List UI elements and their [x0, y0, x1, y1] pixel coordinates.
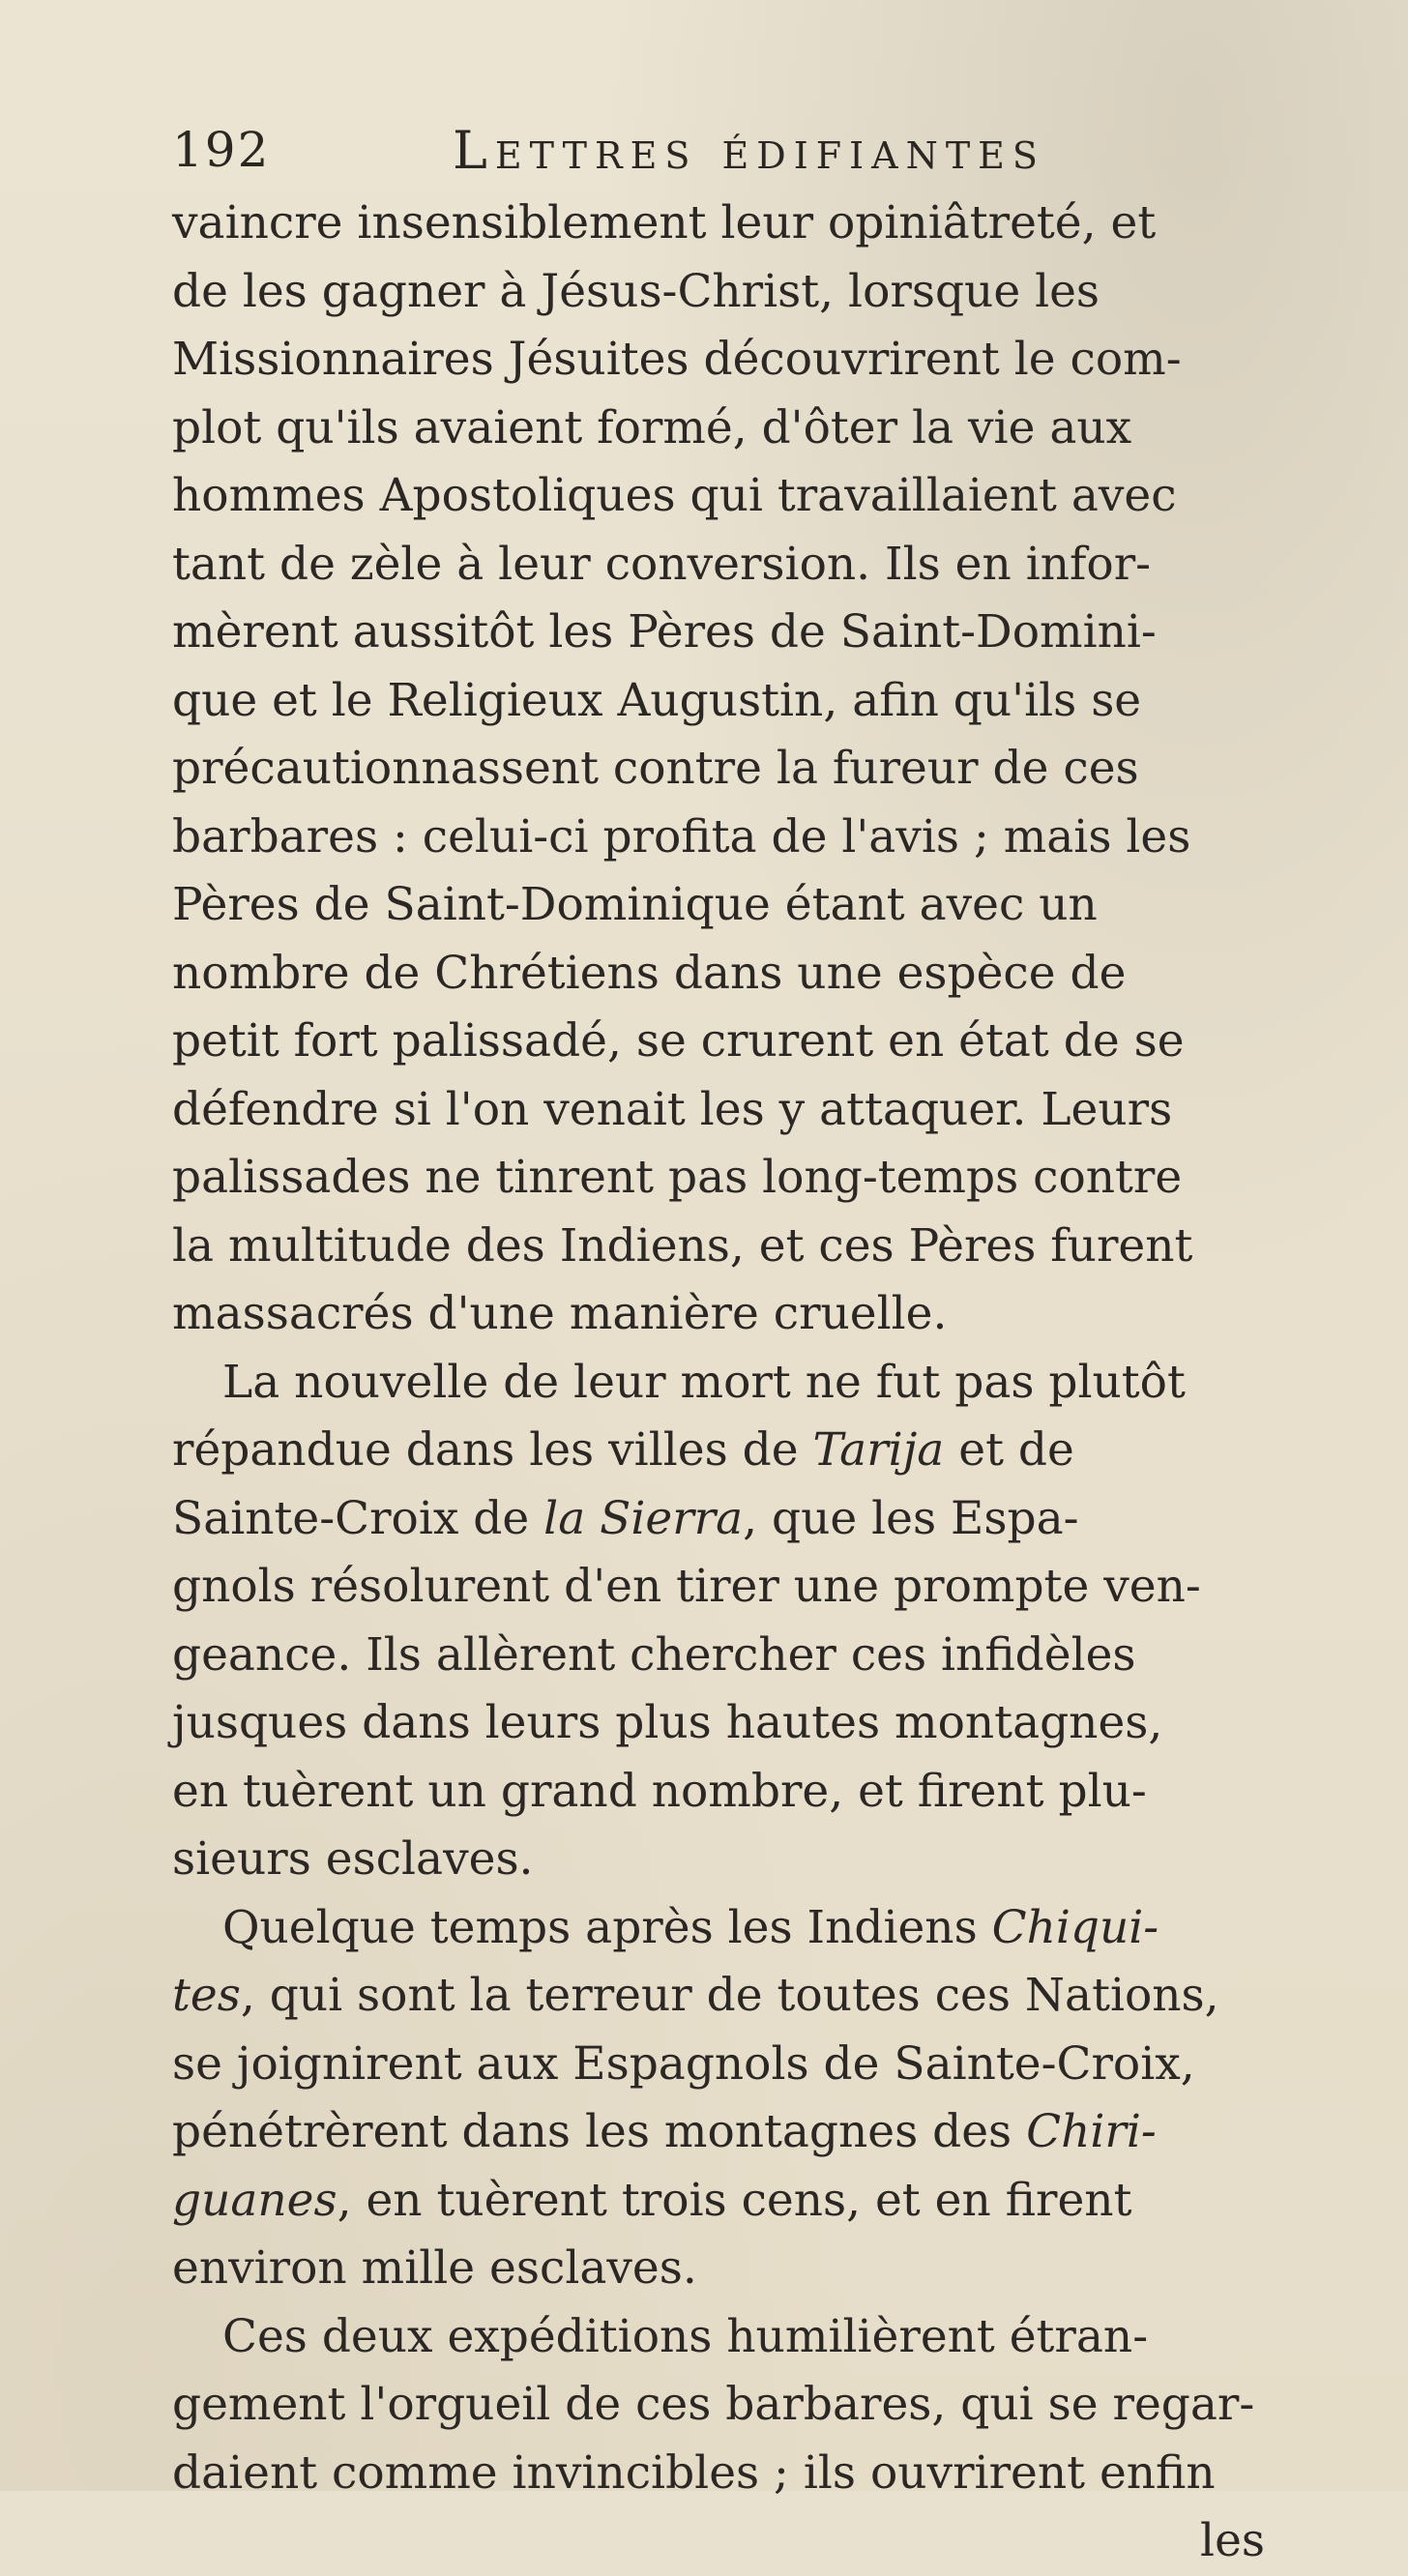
text-line: petit fort palissadé, se crurent en état de se [172, 1014, 1185, 1068]
text-line: la multitude des Indiens, et ces Pères furent [172, 1218, 1193, 1273]
text-line: défendre si l'on venait les y attaquer. Leurs [172, 1082, 1173, 1136]
text-line: mèrent aussitôt les Pères de Saint-Domini- [172, 605, 1157, 659]
text-line: vaincre insensiblement leur opiniâtreté, et [172, 196, 1157, 249]
text-line: en tuèrent un grand nombre, et firent plu- [172, 1764, 1147, 1818]
text-line: hommes Apostoliques qui travaillaient avec [172, 469, 1177, 522]
text-line: Sainte-Croix de la Sierra, que les Espa- [172, 1491, 1079, 1545]
text-line: répandue dans les villes de Tarija et de [172, 1423, 1074, 1477]
text-line: daient comme invincibles ; ils ouvrirent enfin [172, 2445, 1216, 2500]
text-line: geance. Ils allèrent chercher ces infidèles [172, 1627, 1136, 1682]
text-line: barbares : celui-ci profita de l'avis ; mais les [172, 809, 1191, 864]
text-line: environ mille esclaves. [172, 2241, 697, 2295]
paragraph-start-line: Ces deux expéditions humilièrent étran- [222, 2309, 1149, 2363]
text-line: palissades ne tinrent pas long-temps contre [172, 1151, 1183, 1204]
text-line: sieurs esclaves. [172, 1832, 534, 1886]
text-line: Pères de Saint-Dominique étant avec un [172, 878, 1098, 931]
text-line: gement l'orgueil de ces barbares, qui se regar- [172, 2378, 1255, 2431]
page-number: 192 [172, 122, 271, 178]
paragraph-start-line: Quelque temps après les Indiens Chiqui- [222, 1900, 1159, 1954]
text-line: pénétrèrent dans les montagnes des Chiri- [172, 2105, 1157, 2158]
paragraph-start-line: La nouvelle de leur mort ne fut pas plutôt [222, 1355, 1186, 1409]
text-line: jusques dans leurs plus hautes montagnes, [172, 1696, 1163, 1749]
text-line: précautionnassent contre la fureur de ces [172, 742, 1139, 795]
text-line: se joignirent aux Espagnols de Sainte-Croix, [172, 2036, 1195, 2091]
text-line: tes, qui sont la terreur de toutes ces Nations, [172, 1969, 1219, 2022]
running-title: Lettres édifiantes [453, 120, 1045, 181]
text-line: Missionnaires Jésuites découvrirent le com- [172, 333, 1182, 386]
text-line: guanes, en tuèrent trois cens, et en firent [172, 2173, 1132, 2227]
catchword: les [1200, 2514, 1265, 2567]
text-line: de les gagner à Jésus-Christ, lorsque les [172, 264, 1100, 318]
text-line: massacrés d'une manière cruelle. [172, 1287, 948, 1340]
body-text [172, 190, 1304, 2576]
text-line: gnols résolurent d'en tirer une prompte ven- [172, 1560, 1201, 1613]
text-line: que et le Religieux Augustin, afin qu'ils se [172, 673, 1142, 727]
text-line: nombre de Chrétiens dans une espèce de [172, 946, 1127, 1000]
text-line: plot qu'ils avaient formé, d'ôter la vie aux [172, 400, 1132, 454]
text-line: tant de zèle à leur conversion. Ils en infor- [172, 537, 1152, 591]
page-header [172, 116, 1265, 193]
